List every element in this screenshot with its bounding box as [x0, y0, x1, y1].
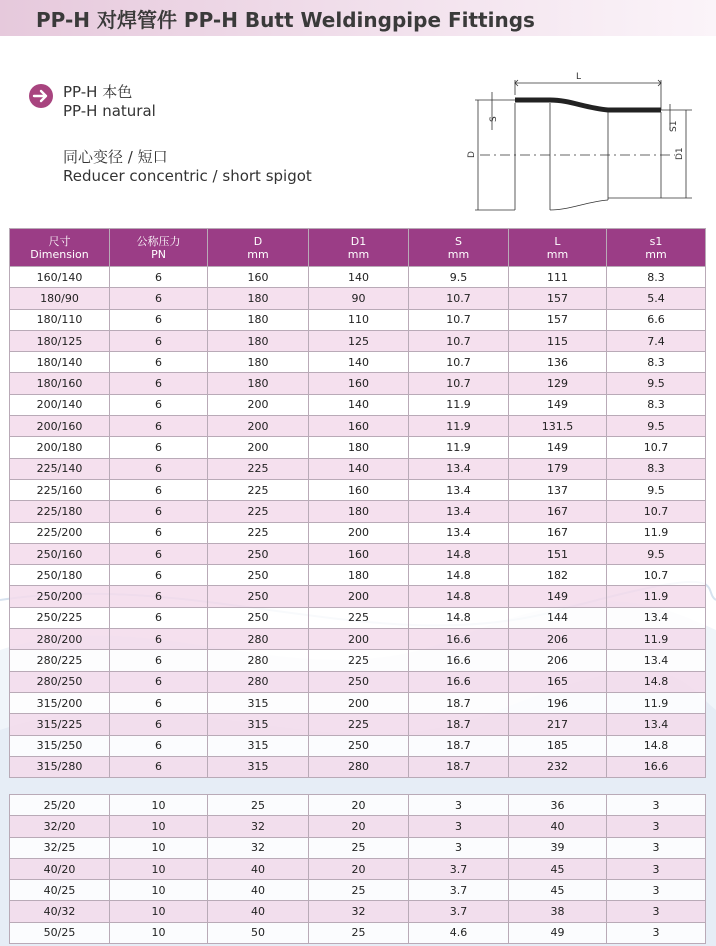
table-cell: 8.3: [607, 458, 706, 479]
table-cell: 3: [607, 922, 706, 943]
label-D: D: [467, 151, 477, 158]
table-cell: 206: [509, 629, 607, 650]
table-cell: 180: [208, 330, 309, 351]
table-cell: 3: [607, 901, 706, 922]
table-cell: 11.9: [607, 522, 706, 543]
table-cell: 110: [309, 309, 409, 330]
table-cell: 6: [110, 309, 208, 330]
header-band: [0, 0, 716, 36]
table-cell: 6: [110, 629, 208, 650]
table-cell: 160: [309, 479, 409, 500]
table-cell: 14.8: [409, 607, 509, 628]
column-header-top: 尺寸: [48, 234, 71, 248]
table-cell: 3: [607, 880, 706, 901]
table-cell: 20: [309, 795, 409, 816]
table-cell: 9.5: [607, 416, 706, 437]
table-cell: 180/125: [10, 330, 110, 351]
reducer-technical-drawing: [460, 70, 700, 220]
column-header-top: D: [253, 234, 263, 248]
table-cell: 13.4: [409, 458, 509, 479]
table-cell: 315: [208, 735, 309, 756]
table-cell: 32: [208, 837, 309, 858]
fitting-type-cn: 同心变径 / 短口: [63, 148, 168, 166]
table-cell: 49: [509, 922, 607, 943]
table-row: [10, 756, 706, 777]
column-header-top: D1: [350, 234, 367, 248]
table-cell: 6: [110, 607, 208, 628]
table-cell: 315/280: [10, 756, 110, 777]
table-cell: 3: [607, 837, 706, 858]
table-row: [10, 309, 706, 330]
table-cell: 10.7: [409, 373, 509, 394]
table-cell: 250: [208, 607, 309, 628]
table-cell: 6.6: [607, 309, 706, 330]
table-cell: 140: [309, 267, 409, 288]
table-cell: 196: [509, 692, 607, 713]
table-cell: 20: [309, 858, 409, 879]
table-row: [10, 671, 706, 692]
table-cell: 40: [208, 880, 309, 901]
table-cell: 225: [309, 714, 409, 735]
column-header-top: s1: [649, 234, 663, 248]
table-cell: 180/160: [10, 373, 110, 394]
table-cell: 140: [309, 394, 409, 415]
table-cell: 180: [309, 437, 409, 458]
table-cell: 6: [110, 692, 208, 713]
table-cell: 6: [110, 565, 208, 586]
table-cell: 6: [110, 437, 208, 458]
table-cell: 10: [110, 922, 208, 943]
table-row: [10, 837, 706, 858]
table-cell: 6: [110, 288, 208, 309]
table-cell: 18.7: [409, 714, 509, 735]
table-cell: 32/25: [10, 837, 110, 858]
table-cell: 225/180: [10, 501, 110, 522]
material-label-cn: PP-H 本色: [63, 83, 133, 101]
table-cell: 8.3: [607, 267, 706, 288]
table-cell: 10: [110, 795, 208, 816]
table-row: [10, 858, 706, 879]
table-cell: 200/160: [10, 416, 110, 437]
table-cell: 16.6: [409, 650, 509, 671]
label-D1: D1: [675, 147, 685, 160]
table-cell: 16.6: [409, 671, 509, 692]
table-cell: 250: [208, 586, 309, 607]
table-cell: 225: [208, 458, 309, 479]
table-cell: 90: [309, 288, 409, 309]
table-cell: 25: [309, 837, 409, 858]
table-cell: 280: [309, 756, 409, 777]
table-cell: 149: [509, 586, 607, 607]
table-cell: 10: [110, 816, 208, 837]
dimension-table: [9, 228, 706, 778]
table-cell: 8.3: [607, 352, 706, 373]
table-cell: 180/90: [10, 288, 110, 309]
table-row: [10, 880, 706, 901]
table-row: [10, 373, 706, 394]
table-cell: 13.4: [607, 607, 706, 628]
table-cell: 200: [309, 522, 409, 543]
table-cell: 200: [309, 629, 409, 650]
table-cell: 157: [509, 309, 607, 330]
column-header-bottom: Dimension: [30, 247, 89, 261]
table-cell: 3.7: [409, 880, 509, 901]
table-cell: 160/140: [10, 267, 110, 288]
table-cell: 6: [110, 650, 208, 671]
table-cell: 10.7: [409, 330, 509, 351]
table-cell: 180: [208, 309, 309, 330]
table-row: [10, 714, 706, 735]
table-cell: 6: [110, 756, 208, 777]
table-cell: 250/160: [10, 543, 110, 564]
table-cell: 160: [309, 373, 409, 394]
table-cell: 180/110: [10, 309, 110, 330]
table-cell: 10.7: [409, 352, 509, 373]
table-row: [10, 479, 706, 500]
table-cell: 13.4: [607, 650, 706, 671]
table-cell: 206: [509, 650, 607, 671]
table-cell: 16.6: [409, 629, 509, 650]
table-cell: 14.8: [607, 671, 706, 692]
table-cell: 280/225: [10, 650, 110, 671]
column-header-bottom: mm: [645, 247, 667, 261]
table-cell: 280/200: [10, 629, 110, 650]
column-header: [309, 229, 409, 267]
table-cell: 3: [607, 795, 706, 816]
table-row: [10, 816, 706, 837]
column-header-bottom: mm: [347, 247, 370, 261]
table-row: [10, 288, 706, 309]
table-cell: 16.6: [607, 756, 706, 777]
table-row: [10, 901, 706, 922]
table-cell: 25: [309, 922, 409, 943]
table-cell: 40/20: [10, 858, 110, 879]
table-cell: 9.5: [607, 373, 706, 394]
table-cell: 250: [208, 565, 309, 586]
table-row: [10, 352, 706, 373]
table-cell: 50: [208, 922, 309, 943]
column-header-bottom: PN: [151, 247, 166, 261]
table-cell: 6: [110, 479, 208, 500]
table-cell: 315/200: [10, 692, 110, 713]
table-cell: 140: [309, 458, 409, 479]
table-cell: 136: [509, 352, 607, 373]
table-cell: 9.5: [409, 267, 509, 288]
table-cell: 11.9: [409, 437, 509, 458]
table-cell: 129: [509, 373, 607, 394]
table-cell: 111: [509, 267, 607, 288]
table-cell: 250: [208, 543, 309, 564]
table-cell: 3: [409, 837, 509, 858]
table-cell: 225: [208, 522, 309, 543]
table-cell: 225/200: [10, 522, 110, 543]
table-cell: 5.4: [607, 288, 706, 309]
table-row: [10, 267, 706, 288]
table-cell: 11.9: [607, 629, 706, 650]
table-cell: 6: [110, 394, 208, 415]
table-cell: 10.7: [607, 565, 706, 586]
table-cell: 225: [208, 479, 309, 500]
table-cell: 10.7: [607, 437, 706, 458]
table-cell: 10: [110, 901, 208, 922]
table-cell: 315: [208, 714, 309, 735]
table-cell: 10: [110, 880, 208, 901]
table-cell: 280: [208, 671, 309, 692]
table-cell: 6: [110, 543, 208, 564]
table-row: [10, 522, 706, 543]
table-cell: 225: [309, 607, 409, 628]
table-cell: 4.6: [409, 922, 509, 943]
table-cell: 40/25: [10, 880, 110, 901]
column-header-bottom: mm: [247, 247, 269, 261]
table-cell: 40: [208, 901, 309, 922]
table-cell: 25: [309, 880, 409, 901]
table-cell: 160: [309, 416, 409, 437]
table-cell: 180: [309, 501, 409, 522]
table-cell: 200/180: [10, 437, 110, 458]
table-cell: 6: [110, 458, 208, 479]
table-cell: 11.9: [409, 416, 509, 437]
table-cell: 9.5: [607, 479, 706, 500]
table-row: [10, 629, 706, 650]
table-cell: 200: [309, 692, 409, 713]
table-cell: 39: [509, 837, 607, 858]
table-cell: 14.8: [409, 586, 509, 607]
table-cell: 200: [208, 394, 309, 415]
table-cell: 165: [509, 671, 607, 692]
table-cell: 225: [208, 501, 309, 522]
column-header-top: L: [554, 234, 561, 248]
table-cell: 225/160: [10, 479, 110, 500]
table-cell: 6: [110, 352, 208, 373]
table-cell: 45: [509, 880, 607, 901]
table-cell: 13.4: [409, 501, 509, 522]
table-cell: 11.9: [607, 586, 706, 607]
table-row: [10, 394, 706, 415]
table-cell: 250/225: [10, 607, 110, 628]
table-cell: 315/250: [10, 735, 110, 756]
table-cell: 38: [509, 901, 607, 922]
label-s1: S1: [669, 120, 679, 132]
table-cell: 3: [607, 816, 706, 837]
table-cell: 10: [110, 858, 208, 879]
table-cell: 36: [509, 795, 607, 816]
table-cell: 14.8: [409, 565, 509, 586]
table-cell: 3.7: [409, 901, 509, 922]
table-cell: 250: [309, 671, 409, 692]
dimension-table-small-sizes: [9, 794, 706, 944]
table-cell: 315: [208, 692, 309, 713]
table-cell: 225: [309, 650, 409, 671]
table-cell: 3: [607, 858, 706, 879]
table-cell: 144: [509, 607, 607, 628]
table-row: [10, 543, 706, 564]
table-cell: 315/225: [10, 714, 110, 735]
table-cell: 149: [509, 394, 607, 415]
table-cell: 6: [110, 522, 208, 543]
table-cell: 6: [110, 714, 208, 735]
table-cell: 25/20: [10, 795, 110, 816]
table-row: [10, 692, 706, 713]
table-cell: 6: [110, 330, 208, 351]
table-cell: 160: [309, 543, 409, 564]
table-cell: 179: [509, 458, 607, 479]
table-cell: 6: [110, 373, 208, 394]
table-cell: 6: [110, 267, 208, 288]
table-row: [10, 565, 706, 586]
column-header-top: S: [455, 234, 462, 248]
table-cell: 8.3: [607, 394, 706, 415]
table-cell: 9.5: [607, 543, 706, 564]
table-cell: 232: [509, 756, 607, 777]
table-cell: 32/20: [10, 816, 110, 837]
table-cell: 280/250: [10, 671, 110, 692]
column-header-top: 公称压力: [136, 234, 181, 248]
table-cell: 167: [509, 501, 607, 522]
table-cell: 11.9: [409, 394, 509, 415]
table-cell: 315: [208, 756, 309, 777]
table-cell: 14.8: [607, 735, 706, 756]
table-cell: 50/25: [10, 922, 110, 943]
table-row: [10, 416, 706, 437]
table-cell: 7.4: [607, 330, 706, 351]
table-cell: 167: [509, 522, 607, 543]
column-header-bottom: mm: [546, 247, 569, 261]
table-cell: 250/180: [10, 565, 110, 586]
table-cell: 160: [208, 267, 309, 288]
table-cell: 149: [509, 437, 607, 458]
table-cell: 200: [208, 416, 309, 437]
column-header-bottom: mm: [447, 247, 470, 261]
table-cell: 182: [509, 565, 607, 586]
table-cell: 200: [208, 437, 309, 458]
table-cell: 137: [509, 479, 607, 500]
table-cell: 40: [509, 816, 607, 837]
table-cell: 18.7: [409, 756, 509, 777]
column-header: [208, 229, 309, 267]
table-cell: 180: [309, 565, 409, 586]
table-cell: 18.7: [409, 735, 509, 756]
table-cell: 10: [110, 837, 208, 858]
table-cell: 3: [409, 795, 509, 816]
column-header: [607, 229, 706, 267]
table-cell: 180: [208, 373, 309, 394]
table-cell: 11.9: [607, 692, 706, 713]
table-cell: 185: [509, 735, 607, 756]
table-cell: 20: [309, 816, 409, 837]
table-cell: 40: [208, 858, 309, 879]
table-cell: 10.7: [607, 501, 706, 522]
column-header: [509, 229, 607, 267]
table-cell: 125: [309, 330, 409, 351]
table-cell: 157: [509, 288, 607, 309]
column-header: [10, 229, 110, 267]
material-label-en: PP-H natural: [63, 102, 156, 120]
table-row: [10, 650, 706, 671]
table-cell: 200: [309, 586, 409, 607]
label-L: L: [576, 72, 582, 82]
table-cell: 250/200: [10, 586, 110, 607]
table-row: [10, 586, 706, 607]
table-cell: 200/140: [10, 394, 110, 415]
table-cell: 32: [309, 901, 409, 922]
table-cell: 140: [309, 352, 409, 373]
table-cell: 151: [509, 543, 607, 564]
table-cell: 6: [110, 501, 208, 522]
table-cell: 131.5: [509, 416, 607, 437]
table-cell: 3.7: [409, 858, 509, 879]
table-row: [10, 607, 706, 628]
table-cell: 13.4: [607, 714, 706, 735]
table-cell: 225/140: [10, 458, 110, 479]
table-cell: 115: [509, 330, 607, 351]
fitting-type-en: Reducer concentric / short spigot: [63, 167, 312, 185]
table-cell: 6: [110, 671, 208, 692]
table-cell: 40/32: [10, 901, 110, 922]
table-cell: 280: [208, 629, 309, 650]
column-header: [409, 229, 509, 267]
table-row: [10, 735, 706, 756]
table-cell: 250: [309, 735, 409, 756]
table-cell: 45: [509, 858, 607, 879]
table-header-row: [10, 229, 706, 267]
table-row: [10, 795, 706, 816]
table-cell: 10.7: [409, 309, 509, 330]
table-row: [10, 330, 706, 351]
table-cell: 14.8: [409, 543, 509, 564]
table-cell: 180: [208, 288, 309, 309]
table-cell: 32: [208, 816, 309, 837]
table-cell: 280: [208, 650, 309, 671]
table-cell: 180/140: [10, 352, 110, 373]
table-cell: 25: [208, 795, 309, 816]
table-row: [10, 458, 706, 479]
table-cell: 6: [110, 416, 208, 437]
table-cell: 6: [110, 735, 208, 756]
table-cell: 3: [409, 816, 509, 837]
column-header: [110, 229, 208, 267]
table-cell: 18.7: [409, 692, 509, 713]
table-cell: 10.7: [409, 288, 509, 309]
table-cell: 13.4: [409, 479, 509, 500]
table-cell: 13.4: [409, 522, 509, 543]
table-cell: 180: [208, 352, 309, 373]
table-row: [10, 501, 706, 522]
table-row: [10, 437, 706, 458]
table-cell: 217: [509, 714, 607, 735]
table-row: [10, 922, 706, 943]
arrow-right-circle-icon: [28, 83, 54, 109]
page-title: PP-H 对焊管件 PP-H Butt Weldingpipe Fittings: [36, 8, 535, 32]
label-S: S: [489, 116, 499, 122]
table-cell: 6: [110, 586, 208, 607]
